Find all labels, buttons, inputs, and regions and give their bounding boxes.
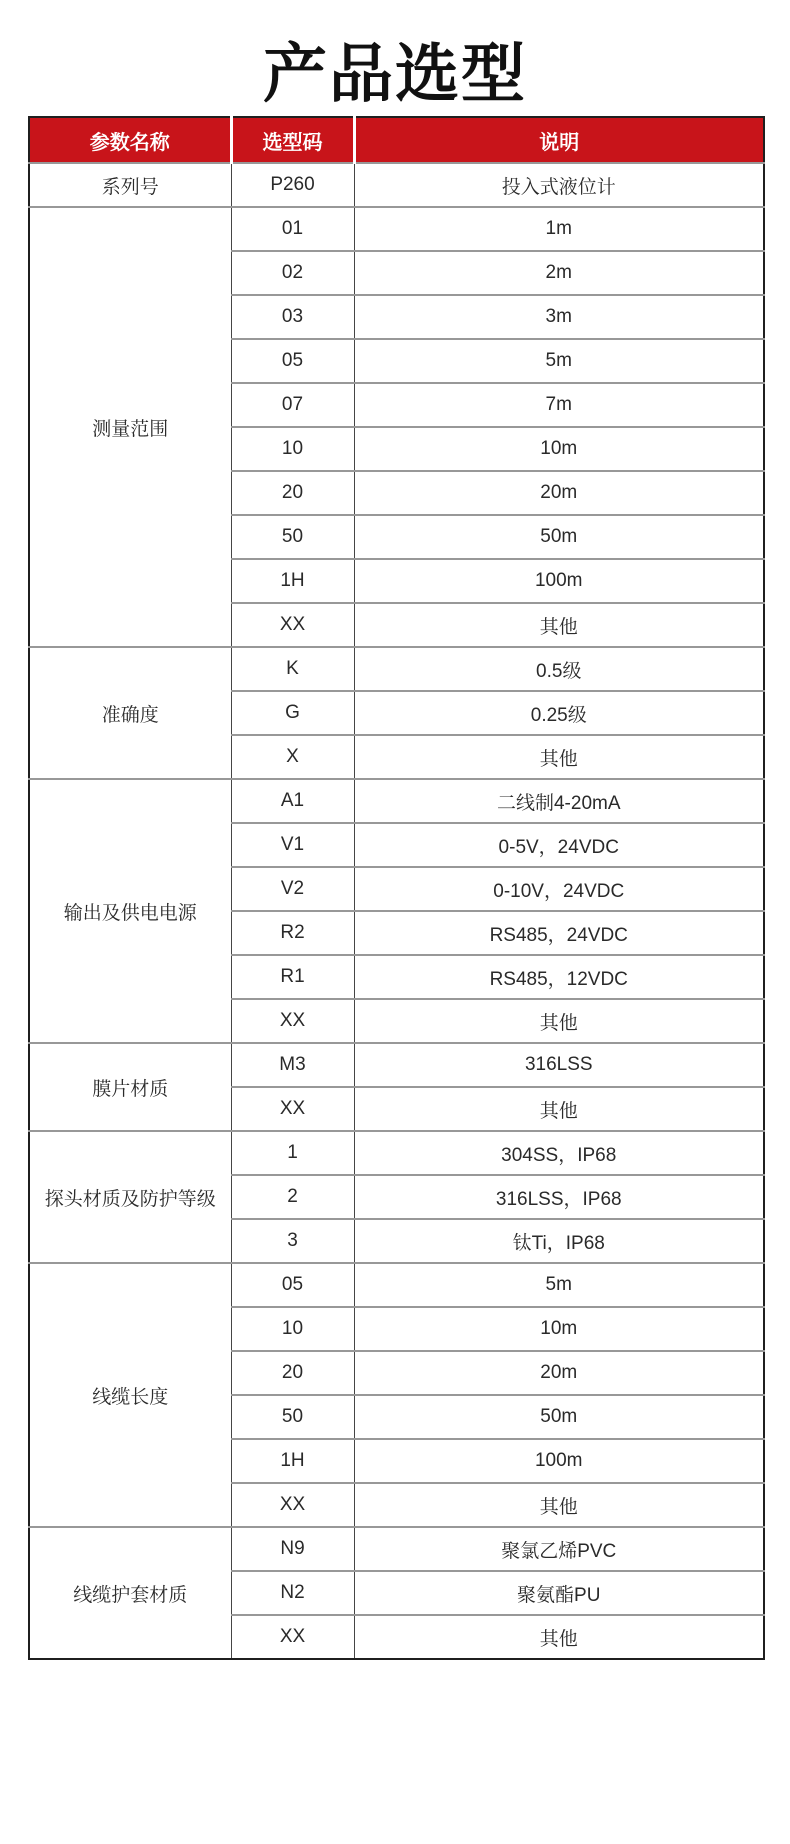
description-cell: 316LSS [354,1043,764,1087]
selection-code-cell: XX [231,1087,354,1131]
table-row [29,779,764,823]
description-cell: 其他 [354,1087,764,1131]
description-cell: 20m [354,1351,764,1395]
description-cell: 316LSS，IP68 [354,1175,764,1219]
selection-code-cell: XX [231,1483,354,1527]
description-cell: 10m [354,427,764,471]
selection-code-cell: N2 [231,1571,354,1615]
table-row [29,647,764,691]
param-name-cell: 测量范围 [29,207,231,647]
selection-code-cell: V2 [231,867,354,911]
description-cell: RS485，12VDC [354,955,764,999]
description-cell: 10m [354,1307,764,1351]
table-header [29,117,764,163]
selection-code-cell: 1 [231,1131,354,1175]
description-cell: 0.25级 [354,691,764,735]
column-header-parameter-name: 参数名称 [29,117,231,163]
table-row [29,163,764,207]
param-name-cell: 线缆长度 [29,1263,231,1527]
description-cell: 5m [354,339,764,383]
description-cell: 投入式液位计 [354,163,764,207]
description-cell: 钛Ti，IP68 [354,1219,764,1263]
selection-code-cell: 02 [231,251,354,295]
header-row [29,117,764,163]
selection-code-cell: 3 [231,1219,354,1263]
table-row [29,207,764,251]
column-header-selection-code: 选型码 [231,117,354,163]
selection-code-cell: P260 [231,163,354,207]
selection-code-cell: 05 [231,339,354,383]
description-cell: RS485，24VDC [354,911,764,955]
selection-code-cell: 50 [231,1395,354,1439]
selection-code-cell: 10 [231,1307,354,1351]
selection-code-cell: 05 [231,1263,354,1307]
description-cell: 100m [354,1439,764,1483]
selection-code-cell: 01 [231,207,354,251]
description-cell: 304SS，IP68 [354,1131,764,1175]
description-cell: 其他 [354,1483,764,1527]
selection-code-cell: XX [231,999,354,1043]
description-cell: 3m [354,295,764,339]
description-cell: 50m [354,1395,764,1439]
product-table-body [29,163,764,1659]
description-cell: 5m [354,1263,764,1307]
selection-code-cell: 50 [231,515,354,559]
selection-code-cell: K [231,647,354,691]
product-selection-table [28,116,765,1660]
description-cell: 0.5级 [354,647,764,691]
selection-code-cell: N9 [231,1527,354,1571]
table-row [29,1527,764,1571]
selection-code-cell: G [231,691,354,735]
selection-code-cell: R2 [231,911,354,955]
description-cell: 100m [354,559,764,603]
description-cell: 1m [354,207,764,251]
selection-code-cell: 1H [231,559,354,603]
description-cell: 二线制4-20mA [354,779,764,823]
param-name-cell: 输出及供电电源 [29,779,231,1043]
description-cell: 0-10V，24VDC [354,867,764,911]
description-cell: 聚氯乙烯PVC [354,1527,764,1571]
param-name-cell: 线缆护套材质 [29,1527,231,1659]
table-row [29,1263,764,1307]
selection-code-cell: V1 [231,823,354,867]
description-cell: 其他 [354,999,764,1043]
selection-code-cell: XX [231,1615,354,1659]
selection-code-cell: A1 [231,779,354,823]
description-cell: 2m [354,251,764,295]
selection-code-cell: 03 [231,295,354,339]
selection-code-cell: XX [231,603,354,647]
selection-code-cell: 20 [231,471,354,515]
column-header-description: 说明 [354,117,764,163]
description-cell: 50m [354,515,764,559]
selection-code-cell: 07 [231,383,354,427]
selection-code-cell: M3 [231,1043,354,1087]
param-name-cell: 膜片材质 [29,1043,231,1131]
param-name-cell: 准确度 [29,647,231,779]
selection-code-cell: 1H [231,1439,354,1483]
table-row [29,1131,764,1175]
description-cell: 7m [354,383,764,427]
description-cell: 其他 [354,735,764,779]
selection-code-cell: X [231,735,354,779]
page-title: 产品选型 [263,38,527,110]
description-cell: 20m [354,471,764,515]
selection-code-cell: 10 [231,427,354,471]
description-cell: 0-5V，24VDC [354,823,764,867]
param-name-cell: 系列号 [29,163,231,207]
selection-code-cell: 20 [231,1351,354,1395]
description-cell: 其他 [354,603,764,647]
selection-code-cell: R1 [231,955,354,999]
description-cell: 聚氨酯PU [354,1571,764,1615]
description-cell: 其他 [354,1615,764,1659]
selection-code-cell: 2 [231,1175,354,1219]
param-name-cell: 探头材质及防护等级 [29,1131,231,1263]
table-row [29,1043,764,1087]
